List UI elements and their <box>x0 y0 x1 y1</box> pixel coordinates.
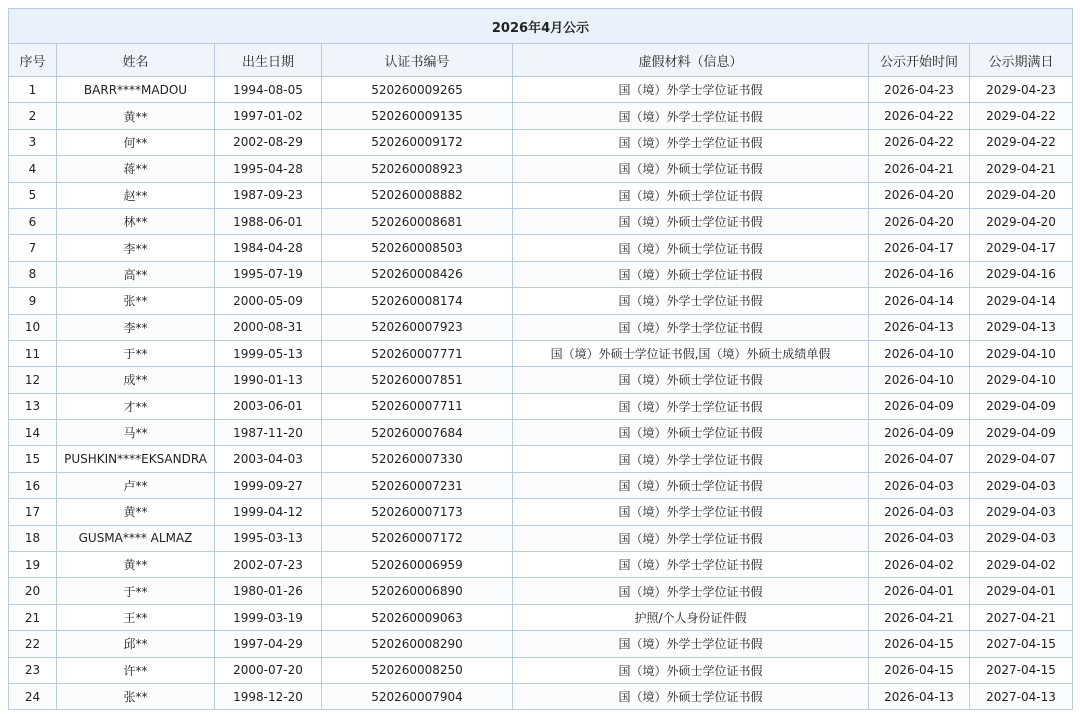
header-col-name: 姓名 <box>57 44 215 77</box>
table-row <box>9 288 1073 314</box>
cell-col-end-date: 2029-04-01 <box>970 578 1073 604</box>
cell-col-start-date: 2026-04-09 <box>869 393 970 419</box>
cell-col-index: 19 <box>9 552 57 578</box>
cell-col-end-date: 2029-04-07 <box>970 446 1073 472</box>
cell-col-start-date: 2026-04-01 <box>869 578 970 604</box>
table-row <box>9 683 1073 709</box>
cell-col-name: 卢** <box>57 472 215 498</box>
cell-col-index: 24 <box>9 683 57 709</box>
cell-col-name: 黄** <box>57 499 215 525</box>
cell-col-false-material: 国（境）外硕士学位证书假 <box>513 208 869 234</box>
cell-col-birthdate: 1988-06-01 <box>215 208 322 234</box>
cell-col-index: 3 <box>9 129 57 155</box>
cell-col-start-date: 2026-04-10 <box>869 367 970 393</box>
cell-col-false-material: 国（境）外学士学位证书假 <box>513 552 869 578</box>
cell-col-birthdate: 1998-12-20 <box>215 683 322 709</box>
cell-col-index: 14 <box>9 420 57 446</box>
cell-col-start-date: 2026-04-16 <box>869 261 970 287</box>
cell-col-cert-number: 520260006890 <box>322 578 513 604</box>
cell-col-cert-number: 520260007711 <box>322 393 513 419</box>
cell-col-false-material: 国（境）外学士学位证书假 <box>513 525 869 551</box>
cell-col-index: 17 <box>9 499 57 525</box>
cell-col-false-material: 国（境）外学士学位证书假 <box>513 446 869 472</box>
cell-col-cert-number: 520260008250 <box>322 657 513 683</box>
table-row <box>9 631 1073 657</box>
cell-col-index: 6 <box>9 208 57 234</box>
cell-col-false-material: 国（境）外学士学位证书假 <box>513 77 869 103</box>
cell-col-birthdate: 1987-11-20 <box>215 420 322 446</box>
cell-col-cert-number: 520260007173 <box>322 499 513 525</box>
cell-col-name: 王** <box>57 604 215 630</box>
header-col-cert-number: 认证书编号 <box>322 44 513 77</box>
cell-col-cert-number: 520260007330 <box>322 446 513 472</box>
table-body <box>9 77 1073 710</box>
cell-col-name: 何** <box>57 129 215 155</box>
cell-col-false-material: 国（境）外学士学位证书假 <box>513 393 869 419</box>
cell-col-index: 16 <box>9 472 57 498</box>
cell-col-cert-number: 520260009135 <box>322 103 513 129</box>
cell-col-name: GUSMA**** ALMAZ <box>57 525 215 551</box>
cell-col-end-date: 2029-04-16 <box>970 261 1073 287</box>
cell-col-start-date: 2026-04-03 <box>869 472 970 498</box>
cell-col-start-date: 2026-04-09 <box>869 420 970 446</box>
cell-col-end-date: 2029-04-13 <box>970 314 1073 340</box>
cell-col-index: 13 <box>9 393 57 419</box>
cell-col-index: 7 <box>9 235 57 261</box>
cell-col-name: 高** <box>57 261 215 287</box>
cell-col-index: 5 <box>9 182 57 208</box>
table-row <box>9 604 1073 630</box>
cell-col-name: 许** <box>57 657 215 683</box>
cell-col-false-material: 国（境）外学士学位证书假 <box>513 578 869 604</box>
cell-col-end-date: 2029-04-22 <box>970 103 1073 129</box>
cell-col-index: 18 <box>9 525 57 551</box>
cell-col-cert-number: 520260007923 <box>322 314 513 340</box>
cell-col-cert-number: 520260007851 <box>322 367 513 393</box>
cell-col-start-date: 2026-04-03 <box>869 499 970 525</box>
cell-col-start-date: 2026-04-14 <box>869 288 970 314</box>
cell-col-false-material: 国（境）外学士学位证书假 <box>513 288 869 314</box>
cell-col-birthdate: 1999-05-13 <box>215 340 322 366</box>
cell-col-index: 15 <box>9 446 57 472</box>
cell-col-false-material: 国（境）外硕士学位证书假 <box>513 235 869 261</box>
cell-col-start-date: 2026-04-10 <box>869 340 970 366</box>
cell-col-cert-number: 520260009063 <box>322 604 513 630</box>
cell-col-cert-number: 520260009172 <box>322 129 513 155</box>
header-col-start-date: 公示开始时间 <box>869 44 970 77</box>
cell-col-birthdate: 2000-08-31 <box>215 314 322 340</box>
cell-col-name: PUSHKIN****EKSANDRA <box>57 446 215 472</box>
cell-col-index: 12 <box>9 367 57 393</box>
cell-col-birthdate: 1997-01-02 <box>215 103 322 129</box>
cell-col-false-material: 国（境）外学士学位证书假 <box>513 103 869 129</box>
cell-col-end-date: 2029-04-20 <box>970 182 1073 208</box>
cell-col-false-material: 国（境）外硕士学位证书假 <box>513 420 869 446</box>
cell-col-birthdate: 1995-07-19 <box>215 261 322 287</box>
cell-col-index: 4 <box>9 156 57 182</box>
cell-col-end-date: 2029-04-03 <box>970 525 1073 551</box>
cell-col-start-date: 2026-04-22 <box>869 129 970 155</box>
cell-col-end-date: 2029-04-03 <box>970 472 1073 498</box>
header-col-birthdate: 出生日期 <box>215 44 322 77</box>
table-row <box>9 261 1073 287</box>
cell-col-birthdate: 1995-03-13 <box>215 525 322 551</box>
table-row <box>9 446 1073 472</box>
cell-col-end-date: 2029-04-21 <box>970 156 1073 182</box>
header-col-end-date: 公示期满日 <box>970 44 1073 77</box>
cell-col-birthdate: 1997-04-29 <box>215 631 322 657</box>
cell-col-birthdate: 1995-04-28 <box>215 156 322 182</box>
cell-col-end-date: 2029-04-14 <box>970 288 1073 314</box>
cell-col-cert-number: 520260008503 <box>322 235 513 261</box>
cell-col-birthdate: 1999-09-27 <box>215 472 322 498</box>
cell-col-birthdate: 2000-07-20 <box>215 657 322 683</box>
cell-col-birthdate: 1984-04-28 <box>215 235 322 261</box>
cell-col-false-material: 国（境）外硕士学位证书假 <box>513 261 869 287</box>
table-row <box>9 393 1073 419</box>
cell-col-name: BARR****MADOU <box>57 77 215 103</box>
cell-col-index: 11 <box>9 340 57 366</box>
cell-col-false-material: 国（境）外硕士学位证书假,国（境）外硕士成绩单假 <box>513 340 869 366</box>
cell-col-cert-number: 520260008290 <box>322 631 513 657</box>
cell-col-end-date: 2029-04-09 <box>970 420 1073 446</box>
disclosure-table-container <box>8 8 1072 710</box>
cell-col-cert-number: 520260008426 <box>322 261 513 287</box>
cell-col-name: 李** <box>57 314 215 340</box>
cell-col-cert-number: 520260008882 <box>322 182 513 208</box>
table-row <box>9 314 1073 340</box>
cell-col-birthdate: 1999-04-12 <box>215 499 322 525</box>
cell-col-cert-number: 520260007231 <box>322 472 513 498</box>
cell-col-false-material: 国（境）外硕士学位证书假 <box>513 657 869 683</box>
table-row <box>9 235 1073 261</box>
cell-col-cert-number: 520260007172 <box>322 525 513 551</box>
cell-col-false-material: 国（境）外硕士学位证书假 <box>513 156 869 182</box>
table-row <box>9 340 1073 366</box>
cell-col-birthdate: 2002-08-29 <box>215 129 322 155</box>
table-row <box>9 208 1073 234</box>
cell-col-index: 8 <box>9 261 57 287</box>
cell-col-start-date: 2026-04-15 <box>869 631 970 657</box>
table-row <box>9 182 1073 208</box>
table-title: 2026年4月公示 <box>9 9 1073 44</box>
header-col-false-material: 虚假材料（信息） <box>513 44 869 77</box>
cell-col-end-date: 2029-04-03 <box>970 499 1073 525</box>
cell-col-end-date: 2029-04-17 <box>970 235 1073 261</box>
cell-col-end-date: 2029-04-22 <box>970 129 1073 155</box>
table-row <box>9 156 1073 182</box>
cell-col-name: 邱** <box>57 631 215 657</box>
cell-col-start-date: 2026-04-23 <box>869 77 970 103</box>
cell-col-start-date: 2026-04-20 <box>869 208 970 234</box>
cell-col-cert-number: 520260008174 <box>322 288 513 314</box>
table-row <box>9 103 1073 129</box>
cell-col-start-date: 2026-04-21 <box>869 156 970 182</box>
cell-col-false-material: 国（境）外硕士学位证书假 <box>513 182 869 208</box>
cell-col-end-date: 2029-04-20 <box>970 208 1073 234</box>
table-row <box>9 472 1073 498</box>
table-row <box>9 129 1073 155</box>
cell-col-birthdate: 1980-01-26 <box>215 578 322 604</box>
header-col-index: 序号 <box>9 44 57 77</box>
cell-col-end-date: 2027-04-15 <box>970 657 1073 683</box>
cell-col-false-material: 国（境）外硕士学位证书假 <box>513 683 869 709</box>
cell-col-name: 黄** <box>57 103 215 129</box>
table-row <box>9 578 1073 604</box>
cell-col-end-date: 2027-04-21 <box>970 604 1073 630</box>
cell-col-false-material: 国（境）外学士学位证书假 <box>513 499 869 525</box>
cell-col-false-material: 国（境）外学士学位证书假 <box>513 631 869 657</box>
cell-col-name: 于** <box>57 340 215 366</box>
cell-col-index: 1 <box>9 77 57 103</box>
cell-col-birthdate: 1994-08-05 <box>215 77 322 103</box>
cell-col-start-date: 2026-04-21 <box>869 604 970 630</box>
cell-col-end-date: 2029-04-02 <box>970 552 1073 578</box>
cell-col-end-date: 2027-04-13 <box>970 683 1073 709</box>
cell-col-false-material: 国（境）外硕士学位证书假 <box>513 367 869 393</box>
cell-col-cert-number: 520260008923 <box>322 156 513 182</box>
table-row <box>9 77 1073 103</box>
cell-col-birthdate: 1987-09-23 <box>215 182 322 208</box>
cell-col-name: 黄** <box>57 552 215 578</box>
cell-col-cert-number: 520260009265 <box>322 77 513 103</box>
cell-col-index: 20 <box>9 578 57 604</box>
cell-col-cert-number: 520260007771 <box>322 340 513 366</box>
cell-col-start-date: 2026-04-15 <box>869 657 970 683</box>
cell-col-false-material: 国（境）外学士学位证书假 <box>513 314 869 340</box>
cell-col-end-date: 2027-04-15 <box>970 631 1073 657</box>
cell-col-name: 马** <box>57 420 215 446</box>
cell-col-end-date: 2029-04-09 <box>970 393 1073 419</box>
cell-col-name: 蒋** <box>57 156 215 182</box>
cell-col-start-date: 2026-04-13 <box>869 314 970 340</box>
cell-col-end-date: 2029-04-10 <box>970 367 1073 393</box>
cell-col-index: 21 <box>9 604 57 630</box>
cell-col-false-material: 国（境）外学士学位证书假 <box>513 129 869 155</box>
cell-col-name: 赵** <box>57 182 215 208</box>
cell-col-false-material: 国（境）外硕士学位证书假 <box>513 472 869 498</box>
cell-col-index: 23 <box>9 657 57 683</box>
table-row <box>9 525 1073 551</box>
cell-col-false-material: 护照/个人身份证件假 <box>513 604 869 630</box>
cell-col-index: 10 <box>9 314 57 340</box>
cell-col-birthdate: 2002-07-23 <box>215 552 322 578</box>
cell-col-start-date: 2026-04-20 <box>869 182 970 208</box>
table-row <box>9 657 1073 683</box>
cell-col-start-date: 2026-04-17 <box>869 235 970 261</box>
cell-col-cert-number: 520260006959 <box>322 552 513 578</box>
cell-col-birthdate: 1999-03-19 <box>215 604 322 630</box>
table-row <box>9 367 1073 393</box>
cell-col-end-date: 2029-04-10 <box>970 340 1073 366</box>
cell-col-name: 林** <box>57 208 215 234</box>
table-row <box>9 420 1073 446</box>
table-row <box>9 552 1073 578</box>
cell-col-start-date: 2026-04-22 <box>869 103 970 129</box>
cell-col-birthdate: 2003-06-01 <box>215 393 322 419</box>
cell-col-start-date: 2026-04-03 <box>869 525 970 551</box>
cell-col-end-date: 2029-04-23 <box>970 77 1073 103</box>
cell-col-cert-number: 520260008681 <box>322 208 513 234</box>
cell-col-birthdate: 2003-04-03 <box>215 446 322 472</box>
disclosure-table <box>8 8 1073 710</box>
cell-col-index: 2 <box>9 103 57 129</box>
table-row <box>9 499 1073 525</box>
cell-col-start-date: 2026-04-13 <box>869 683 970 709</box>
cell-col-cert-number: 520260007904 <box>322 683 513 709</box>
cell-col-birthdate: 1990-01-13 <box>215 367 322 393</box>
cell-col-index: 22 <box>9 631 57 657</box>
table-header-row <box>9 44 1073 77</box>
cell-col-name: 张** <box>57 288 215 314</box>
cell-col-start-date: 2026-04-02 <box>869 552 970 578</box>
cell-col-name: 于** <box>57 578 215 604</box>
cell-col-name: 张** <box>57 683 215 709</box>
cell-col-name: 李** <box>57 235 215 261</box>
cell-col-cert-number: 520260007684 <box>322 420 513 446</box>
cell-col-birthdate: 2000-05-09 <box>215 288 322 314</box>
cell-col-index: 9 <box>9 288 57 314</box>
cell-col-name: 成** <box>57 367 215 393</box>
cell-col-start-date: 2026-04-07 <box>869 446 970 472</box>
cell-col-name: 才** <box>57 393 215 419</box>
